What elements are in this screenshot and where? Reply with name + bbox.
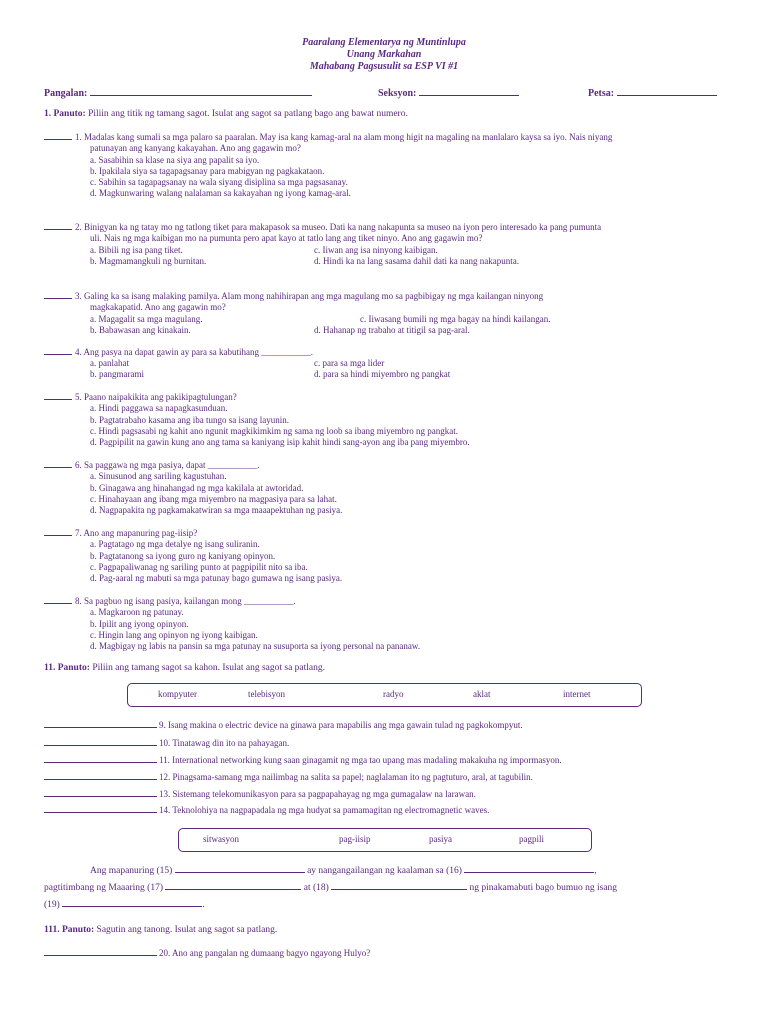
paragraph-text: ng pinakamabuti bago bumuo ng isang	[469, 883, 618, 893]
option: b. Babawasan ang kinakain.	[90, 324, 191, 335]
option: c. Iiwasang bumili ng mga bagay na hindi kailangan.	[360, 313, 551, 324]
option: b. Ginagawa ang hinahangad ng mga kakilala at awtoridad.	[90, 482, 304, 493]
answer-blank[interactable]	[165, 881, 301, 890]
option: a. Sasabihin sa klase na siya ang papalit sa iyo.	[90, 154, 260, 165]
cloze-paragraph-line-1: Ang mapanuring (15) ay nangangailangan ng kaalaman sa (16) ,	[90, 866, 597, 876]
answer-blank[interactable]	[44, 754, 157, 763]
fill-item-9	[44, 719, 728, 731]
answer-blank[interactable]	[44, 221, 72, 230]
part2-instruction	[44, 663, 325, 675]
section-row	[378, 86, 519, 101]
word-choice-box-2	[178, 828, 592, 852]
answer-blank[interactable]	[44, 290, 72, 299]
answer-blank[interactable]	[175, 864, 305, 873]
choice-word: aklat	[473, 689, 491, 699]
question-stem: 7. Ano ang mapanuring pag-iisip?	[75, 528, 198, 538]
question-6	[44, 459, 728, 516]
answer-blank[interactable]	[44, 459, 72, 468]
answer-blank[interactable]	[44, 346, 72, 355]
choice-word: radyo	[383, 689, 404, 699]
part3-instruction	[44, 925, 277, 937]
name-label: Pangalan:	[44, 88, 88, 99]
choice-word: internet	[563, 689, 591, 699]
part3-numeral: 111. Panuto:	[44, 925, 95, 935]
option: a. panlahat	[90, 358, 129, 369]
paragraph-text: pagtitimbang ng Maaaring (17)	[44, 883, 163, 893]
answer-blank[interactable]	[44, 737, 157, 746]
question-stem: 5. Paano naipakikita ang pakikipagtulungan?	[75, 392, 237, 402]
question-cont: uli. Nais ng mga kaibigan mo na pumunta pero apat kayo at tatlo lang ang tiket ninyo. Ano ang gagawin mo?	[90, 233, 483, 244]
option: c. Hindi pagsasabi ng kahit ano ngunit magkikimkim ng sama ng loob sa ibang miyembro ng pangkat.	[90, 425, 458, 436]
paragraph-text: at (18)	[303, 883, 329, 893]
question-stem: 8. Sa pagbuo ng isang pasiya, kailangan mong ___________.	[75, 596, 296, 606]
choice-word: pagpili	[519, 834, 544, 844]
answer-blank[interactable]	[62, 898, 202, 907]
option: c. para sa mga lider	[314, 358, 385, 369]
option: a. Magkaroon ng patunay.	[90, 607, 184, 618]
answer-blank[interactable]	[44, 771, 157, 780]
word-choice-box	[127, 683, 642, 707]
option: b. Ipilit ang iyong opinyon.	[90, 618, 189, 629]
option: d. Magkunwaring walang nalalaman sa kakayahan ng iyong kamag-aral.	[90, 188, 351, 199]
question-cont: magkakapatid. Ano ang gagawin mo?	[90, 302, 226, 313]
option: a. Magagalit sa mga magulang.	[90, 313, 203, 324]
question-4	[44, 346, 728, 380]
option: a. Sinusunod ang sariling kagustuhan.	[90, 471, 227, 482]
date-field[interactable]	[617, 86, 717, 96]
quarter-title: Unang Markahan	[346, 49, 422, 60]
answer-blank[interactable]	[44, 527, 72, 536]
choice-word: kompyuter	[158, 689, 197, 699]
option: b. Pagtatrabaho kasama ang iba tungo sa isang layunin.	[90, 414, 289, 425]
answer-blank[interactable]	[331, 881, 467, 890]
fill-item-12	[44, 771, 728, 783]
part3-text: Sagutin ang tanong. Isulat ang sagot sa patlang.	[96, 925, 278, 935]
question-5	[44, 391, 728, 448]
date-row	[588, 86, 717, 101]
question-8	[44, 595, 728, 652]
option: d. Nagpapakita ng pagkamakatwiran sa mga maaapektuhan ng pasiya.	[90, 505, 343, 515]
question-cont: patunayan ang kanyang kakayahan. Ano ang gagawin mo?	[90, 143, 301, 154]
answer-blank[interactable]	[44, 131, 72, 140]
question-7	[44, 527, 728, 584]
answer-blank[interactable]	[44, 788, 157, 797]
question-stem: 4. Ang pasya na dapat gawin ay para sa kabutihang ___________.	[75, 347, 313, 357]
option: c. Iiwan ang isa ninyong kaibigan.	[314, 244, 438, 255]
name-field[interactable]	[90, 86, 312, 96]
option: c. Sabihin sa tagapagsanay na wala siyang disiplina sa mga pagsasanay.	[90, 177, 348, 187]
option: b. Magmamangkuli ng burnitan.	[90, 255, 207, 266]
option: d. Hahanap ng trabaho at titigil sa pag-aral.	[314, 324, 470, 335]
option: d. Hindi ka na lang sasama dahil dati ka nang nakapunta.	[314, 255, 519, 266]
item-text: 11. International networking kung saan ginagamit ng mga tao upang mas madaling makakuha ng impormasyon.	[159, 755, 562, 765]
part2-numeral: 11. Panuto:	[44, 663, 90, 673]
answer-blank[interactable]	[44, 947, 157, 956]
item-text: 12. Pinagsama-samang mga nailimbag na salita sa papel; naglalaman ito ng pagtuturo, aral, at tagubilin.	[159, 772, 533, 782]
school-name: Paaralang Elementarya ng Muntinlupa	[302, 37, 466, 48]
part1-numeral: 1. Panuto:	[44, 109, 86, 119]
name-row	[44, 86, 312, 101]
option: b. pangmarami	[90, 369, 144, 380]
exam-header	[0, 37, 768, 73]
question-stem: 6. Sa paggawa ng mga pasiya, dapat ___________.	[75, 460, 260, 470]
paragraph-text: Ang mapanuring (15)	[90, 866, 173, 876]
part1-text: Piliin ang titik ng tamang sagot. Isulat ang sagot sa patlang bago ang bawat numero.	[88, 109, 408, 119]
choice-word: telebisyon	[248, 689, 285, 699]
option: c. Hinahayaan ang ibang mga miyembro na magpasiya para sa lahat.	[90, 493, 337, 504]
cloze-paragraph-line-3: (19) .	[44, 900, 205, 910]
option: a. Bibili ng isa pang tiket.	[90, 244, 183, 255]
question-2	[44, 221, 728, 267]
option: d. para sa hindi miyembro ng pangkat	[314, 369, 451, 380]
option: d. Pagpipilit na gawin kung ano ang tama sa kaniyang isip kahit hindi sang-ayon ang iba pang miyembro.	[90, 437, 470, 447]
paragraph-text: (19)	[44, 900, 60, 910]
fill-item-11	[44, 754, 728, 766]
answer-blank[interactable]	[44, 719, 157, 728]
option: d. Pag-aaral ng mabuti sa mga patunay bago gumawa ng isang pasiya.	[90, 573, 343, 583]
question-stem: 1. Madalas kang sumali sa mga palaro sa paaralan. May isa kang kamag-aral na alam mong higit na magaling na manlalaro kaysa sa iyo. Nais niyang	[75, 132, 613, 142]
item-text: 14. Teknolohiya na nagpapadala ng mga hudyat sa pamamagitan ng electromagnetic waves.	[159, 805, 490, 815]
answer-blank[interactable]	[44, 804, 157, 813]
question-3	[44, 290, 728, 336]
option: a. Pagtatago ng mga detalye ng isang suliranin.	[90, 539, 260, 550]
choice-word: pasiya	[429, 834, 452, 844]
item-text: 13. Sistemang telekomunikasyon para sa pagpapahayag ng mga gumagalaw na larawan.	[159, 789, 476, 799]
fill-item-20	[44, 947, 728, 959]
fill-item-13	[44, 788, 728, 800]
item-text: 9. Isang makina o electric device na ginawa para mapabilis ang mga gawain tulad ng pagkokompyut.	[159, 720, 523, 730]
question-stem: 3. Galing ka sa isang malaking pamilya. Alam mong nahihirapan ang mga magulang mo sa pagbibigay ng mga kailangan ninyong	[75, 291, 544, 301]
option: c. Pagpapaliwanag ng sariling punto at pagpipilit nito sa iba.	[90, 561, 308, 572]
answer-blank[interactable]	[44, 595, 72, 604]
answer-blank[interactable]	[44, 391, 72, 400]
option: b. Pagtatanong sa iyong guro ng kaniyang opinyon.	[90, 550, 276, 561]
item-text: 10. Tinatawag din ito na pahayagan.	[159, 738, 290, 748]
option: b. Ipakilala siya sa tagapagsanay para mabigyan ng pagkakataon.	[90, 165, 325, 176]
option: d. Magbigay ng labis na pansin sa mga patunay na susuporta sa iyong personal na pananaw.	[90, 641, 421, 651]
question-stem: 2. Binigyan ka ng tatay mo ng tatlong tiket para makapasok sa museo. Dati ka nang nakapunta sa museo na iyon pero interesado ka pang pumunta	[75, 222, 602, 232]
option: a. Hindi paggawa sa napagkasunduan.	[90, 403, 228, 414]
paragraph-text: ay nangangailangan ng kaalaman sa (16)	[307, 866, 462, 876]
fill-item-14	[44, 804, 728, 816]
part2-text: Piliin ang tamang sagot sa kahon. Isulat ang sagot sa patlang.	[92, 663, 326, 673]
choice-word: sitwasyon	[203, 834, 239, 844]
cloze-paragraph-line-2	[44, 881, 728, 895]
part1-instruction	[44, 109, 408, 121]
answer-blank[interactable]	[464, 864, 594, 873]
fill-item-10	[44, 737, 728, 749]
exam-title: Mahabang Pagsusulit sa ESP VI #1	[309, 61, 459, 72]
option: c. Hingin lang ang opinyon ng iyong kaibigan.	[90, 629, 258, 640]
section-label: Seksyon:	[378, 88, 417, 99]
date-label: Petsa:	[588, 88, 615, 99]
choice-word: pag-iisip	[339, 834, 371, 844]
item-text: 20. Ano ang pangalan ng dumaang bagyo ngayong Hulyo?	[159, 948, 371, 958]
section-field[interactable]	[419, 86, 519, 96]
question-1	[44, 131, 728, 200]
